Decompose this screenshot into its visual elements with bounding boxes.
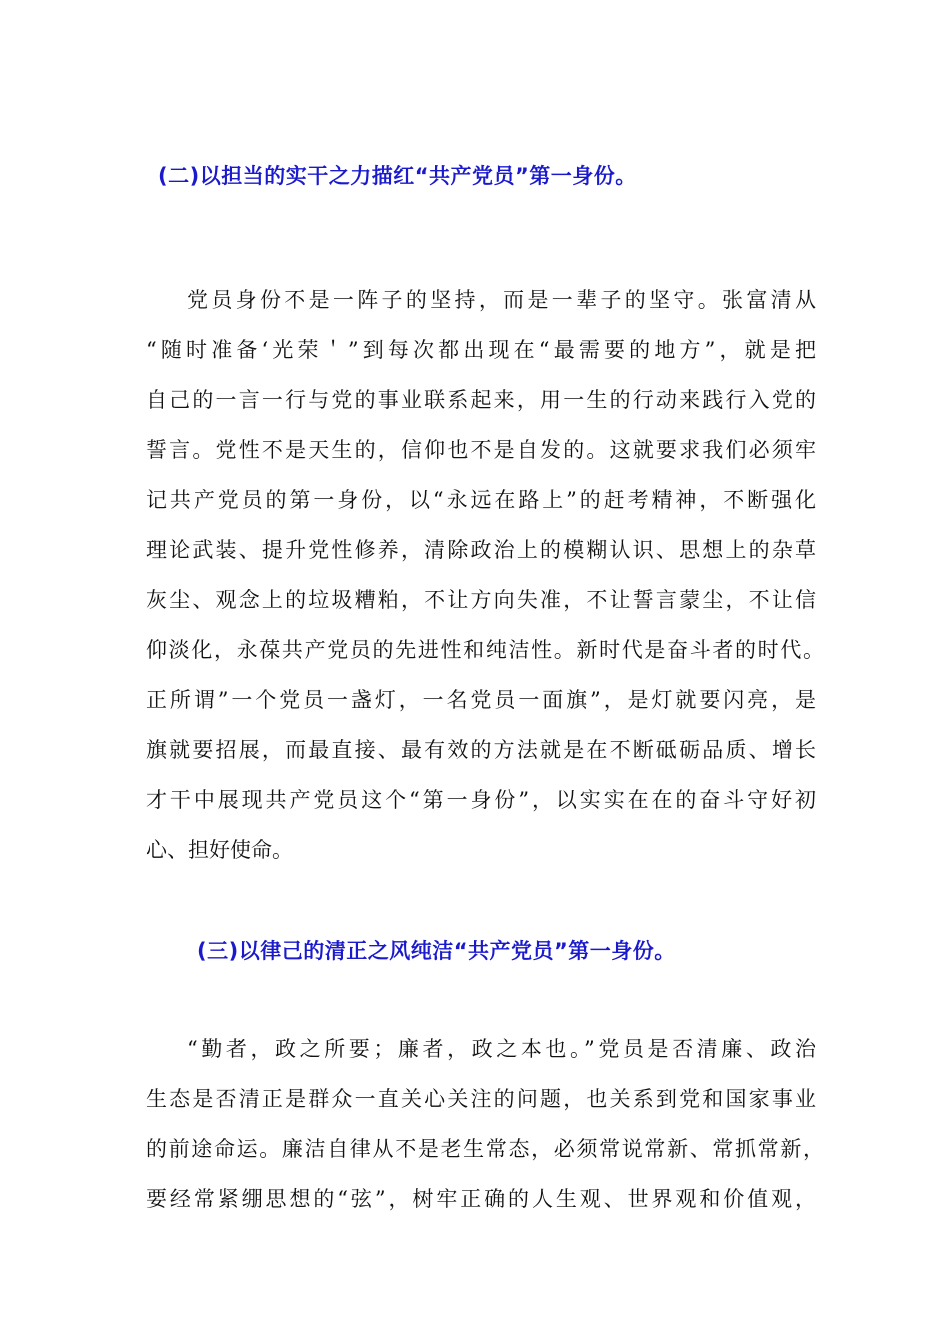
paragraph-line: 旗就要招展，而最直接、最有效的方法就是在不断砥砺品质、增长	[146, 738, 816, 762]
paragraph-line: 要经常紧绷思想的“弦”，树牢正确的人生观、世界观和价值观，	[146, 1187, 816, 1211]
paragraph-line: 心、担好使命。	[146, 838, 293, 862]
paragraph-line: 理论武装、提升党性修养，清除政治上的模糊认识、思想上的杂草	[146, 538, 816, 562]
paragraph-line: 自己的一言一行与党的事业联系起来，用一生的行动来践行入党的	[146, 388, 816, 412]
section-heading-2: (二)以担当的实干之力描红“共产党员”第一身份。	[158, 164, 637, 188]
paragraph-line: “勤者，政之所要；廉者，政之本也。”党员是否清廉、政治	[187, 1037, 816, 1061]
paragraph-line: 的前途命运。廉洁自律从不是老生常态，必须常说常新、常抓常新，	[146, 1137, 824, 1161]
paragraph-line: 誓言。党性不是天生的，信仰也不是自发的。这就要求我们必须牢	[146, 438, 816, 462]
paragraph-line: 生态是否清正是群众一直关心关注的问题，也关系到党和国家事业	[146, 1087, 816, 1111]
section-heading-3: (三)以律己的清正之风纯洁“共产党员”第一身份。	[197, 939, 676, 963]
paragraph-line: 正所谓”一个党员一盏灯，一名党员一面旗”，是灯就要闪亮，是	[146, 688, 816, 712]
paragraph-line: 灰尘、观念上的垃圾糟粕，不让方向失准，不让誓言蒙尘，不让信	[146, 588, 816, 612]
paragraph-line: “随时准备‘光荣＇”到每次都出现在“最需要的地方”，就是把	[146, 338, 816, 362]
paragraph-line: 党员身份不是一阵子的坚持，而是一辈子的坚守。张富清从	[187, 288, 816, 312]
paragraph-line: 才干中展现共产党员这个“第一身份”，以实实在在的奋斗守好初	[146, 788, 816, 812]
paragraph-line: 仰淡化，永葆共产党员的先进性和纯洁性。新时代是奋斗者的时代。	[146, 638, 824, 662]
paragraph-line: 记共产党员的第一身份，以“永远在路上”的赶考精神，不断强化	[146, 488, 816, 512]
